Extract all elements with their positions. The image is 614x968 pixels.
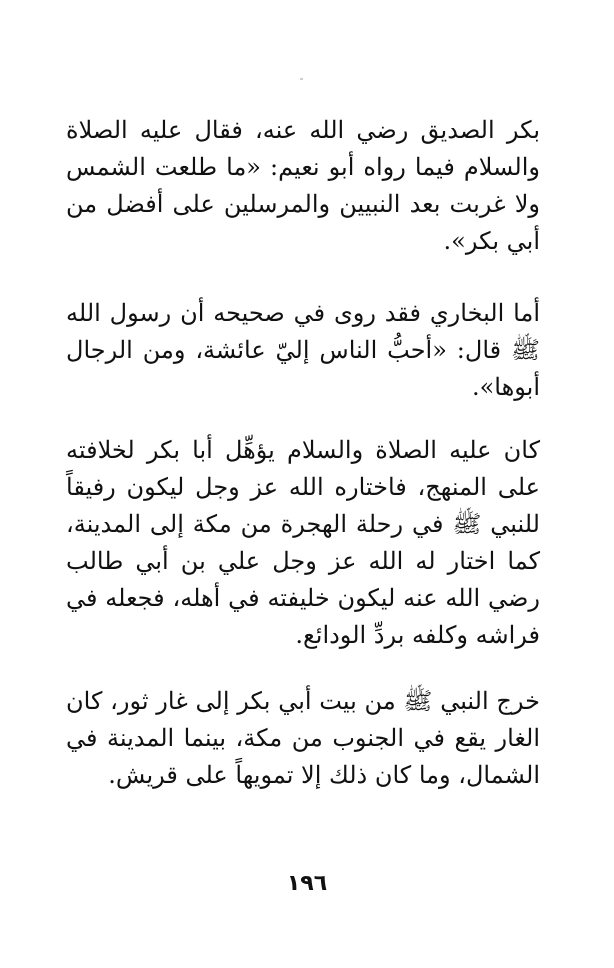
page-mark	[300, 78, 303, 80]
paragraph-3: كان عليه الصلاة والسلام يؤهِّل أبا بكر لخلافته على المنهج، فاختاره الله عز وجل ليكون رفيقاً للنبي ﷺ في رحلة الهجرة من مكة إلى المدينة، كما اختار له الله عز وجل علي بن أبي طالب رضي الله عنه ليكون خليفته في أهله، فجعله في فراشه وكلفه بردِّ الودائع.	[66, 436, 540, 649]
paragraph-1: بكر الصديق رضي الله عنه، فقال عليه الصلاة والسلام فيما رواه أبو نعيم: «ما طلعت الشمس ولا غربت بعد النبيين والمرسلين على أفضل من أبي بكر».	[66, 116, 540, 255]
paragraph-2: أما البخاري فقد روى في صحيحه أن رسول الله ﷺ قال: «أحبُّ الناس إليّ عائشة، ومن الرجال أبوها».	[66, 299, 540, 401]
page-number: ١٩٦	[286, 871, 328, 896]
paragraph-4: خرج النبي ﷺ من بيت أبي بكر إلى غار ثور، كان الغار يقع في الجنوب من مكة، بينما المدينة في الشمال، وما كان ذلك إلا تمويهاً على قريش.	[66, 687, 540, 789]
